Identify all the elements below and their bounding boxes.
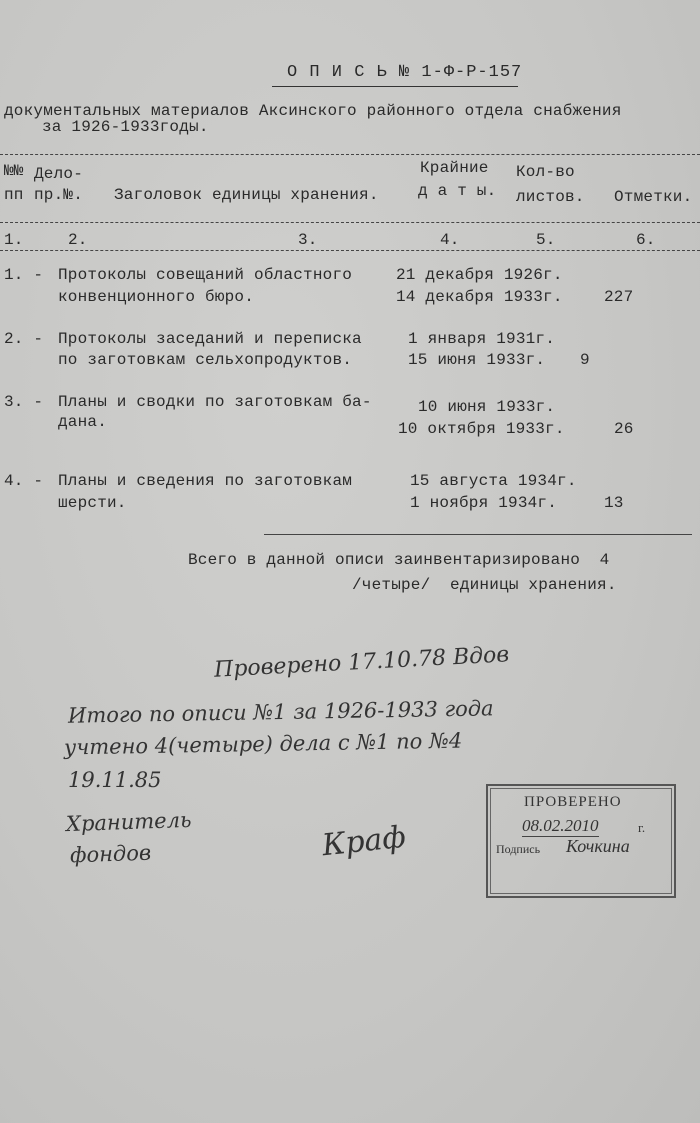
handwritten-keeper-line-2: фондов [69,840,152,868]
subtitle-line-2: за 1926-1933годы. [42,118,209,136]
row-4-date-end: 1 ноября 1934г. [410,494,558,512]
handwritten-keeper-line-1: Хранитель [65,807,192,837]
handwritten-checked-note: Проверено 17.10.78 Вдов [213,642,510,683]
header-rule-middle [0,222,700,223]
row-3-title-line-2: дана. [58,413,108,431]
row-1-number: 1. - [4,266,44,284]
handwritten-total-line-1: Итого по описи №1 за 1926-1933 года [67,696,494,728]
stamp-title: ПРОВЕРЕНО [524,794,622,810]
column-number-4: 4. [440,231,460,249]
total-rule [264,534,692,535]
col-header-sheets-a: Кол-во [516,163,575,181]
col-header-case-a: Дело- [34,165,84,183]
header-rule-bottom [0,250,700,251]
verification-stamp [486,784,676,898]
row-1-date-end: 14 декабря 1933г. [396,288,563,306]
stamp-sign-name: Кочкина [566,836,630,856]
row-4-title-line-2: шерсти. [58,494,127,512]
stamp-year-suffix: г. [638,820,646,835]
row-3-date-start: 10 июня 1933г. [418,398,556,416]
total-line-2: /четыре/ единицы хранения. [352,576,617,594]
title-underline [272,86,518,87]
col-header-title: Заголовок единицы хранения. [114,186,379,204]
column-number-2: 2. [68,231,88,249]
row-2-title-line-1: Протоколы заседаний и переписка [58,330,362,348]
page-title: О П И С Ь № 1-Ф-Р-157 [287,63,523,82]
row-1-sheets: 227 [604,288,634,306]
handwritten-date: 19.11.85 [68,768,162,792]
column-number-3: 3. [298,231,318,249]
row-2-number: 2. - [4,330,44,348]
row-1-title-line-2: конвенционного бюро. [58,288,255,306]
column-number-1: 1. [4,231,24,249]
col-header-num-b: пп [4,186,24,204]
subtitle-line-1: документальных материалов Аксинского районного отдела снабжения [4,102,622,120]
col-header-notes: Отметки. [614,188,693,206]
row-2-title-line-2: по заготовкам сельхопродуктов. [58,351,353,369]
row-4-number: 4. - [4,472,44,490]
row-4-sheets: 13 [604,494,624,512]
row-1-title-line-1: Протоколы совещаний областного [58,266,353,284]
row-4-date-start: 15 августа 1934г. [410,472,577,490]
handwritten-signature: Краф [320,819,408,864]
stamp-sign-label: Подпись [496,842,541,856]
row-2-date-start: 1 января 1931г. [408,330,556,348]
col-header-num-a: №№ [4,162,24,180]
total-line-1: Всего в данной описи заинвентаризировано 4 [188,551,610,569]
header-rule-top [0,154,700,155]
column-number-6: 6. [636,231,656,249]
column-number-5: 5. [536,231,556,249]
row-3-number: 3. - [4,393,44,411]
col-header-dates-b: д а т ы. [418,182,497,200]
row-4-title-line-1: Планы и сведения по заготовкам [58,472,353,490]
row-3-date-end: 10 октября 1933г. [398,420,565,438]
row-2-sheets: 9 [580,351,590,369]
stamp-date: 08.02.2010 [522,816,599,835]
row-2-date-end: 15 июня 1933г. [408,351,546,369]
row-1-date-start: 21 декабря 1926г. [396,266,563,284]
col-header-case-b: пр.№. [34,186,84,204]
col-header-sheets-b: листов. [516,188,585,206]
col-header-dates-a: Крайние [420,159,489,177]
row-3-sheets: 26 [614,420,634,438]
row-3-title-line-1: Планы и сводки по заготовкам ба- [58,393,372,411]
handwritten-total-line-2: учтено 4(четыре) дела с №1 по №4 [63,728,463,760]
